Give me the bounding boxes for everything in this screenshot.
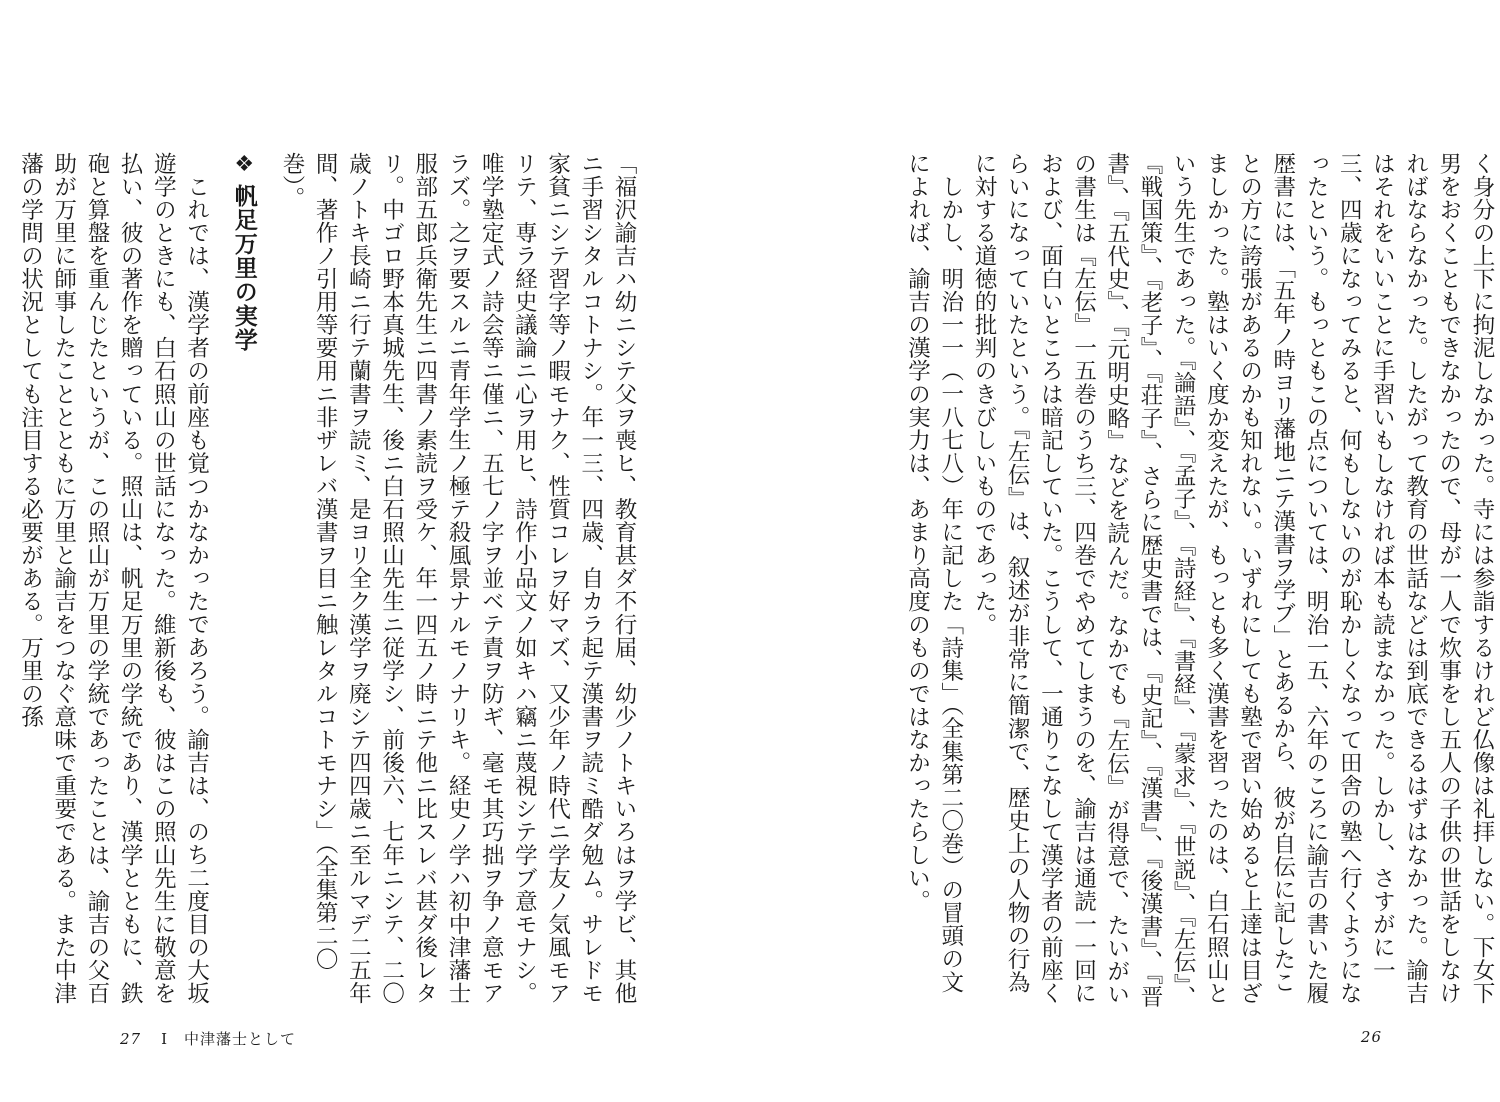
quotation-block: 「福沢諭吉ハ幼ニシテ父ヲ喪ヒ、教育甚ダ不行届、幼少ノトキいろはヲ学ビ、其他ニ手習シタルコトナシ。年一三、四歳、自カラ起テ漢書ヲ読ミ酷ダ勉ム。サレドモ家貧ニシテ習字等ノ暇モナク、性質コレヲ好マズ、又少年ノ時代ニ学友ノ気風モアリテ、専ラ経史議論ニ心ヲ用ヒ、詩作小品文ノ如キハ竊ニ蔑視シテ学ブ意モナシ。唯学塾定式ノ詩会等ニ僅ニ、五七ノ字ヲ並ベテ責ヲ防ギ、毫モ其巧拙ヲ争ノ意モアラズ。之ヲ要スルニ青年学生ノ極テ殺風景ナルモノナリキ。経史ノ学ハ初中津藩士服部五郎兵衛先生ニ四書ノ素読ヲ受ケ、年一四五ノ時ニテ他ニ比スレバ甚ダ後レタリ。中ゴロ野本真城先生、後ニ白石照山先生ニ従学シ、前後六、七年ニシテ、二〇歳ノトキ長崎ニ行テ蘭書ヲ読ミ、是ヨリ全ク漢学ヲ廃シテ四四歳ニ至ルマデ二五年間、著作ノ引用等要用ニ非ザレバ漢書ヲ目ニ触レタルコトモナシ」（全集第二〇巻）。 (278, 152, 637, 1005)
page-26-body (858, 152, 1498, 1012)
page-number: 26 (1360, 1028, 1382, 1046)
section-heading-text: 帆足万里の実学 (230, 184, 257, 352)
page-number-26 (1361, 1028, 1382, 1046)
page-26-paragraph-1: く身分の上下に拘泥しなかった。寺には参詣するけれど仏像は礼拝しない。下女下男をおくこともできなかったので、母が一人で炊事をし五人の子供の世話をしなければならなかった。したがって教育の世話などは到底できるはずはなかった。諭吉はそれをいいことに手習いもしなければ本も読まなかった。しかし、さすがに一三、四歳になってみると、何もしないのが恥かしくなって田舎の塾へ行くようになったという。もっともこの点については、明治一五、六年のころに諭吉の書いた履歴書には、「五年ノ時ヨリ藩地ニテ漢書ヲ学ブ」とあるから、彼が自伝に記したことの方に誇張があるのかも知れない。いずれにしても塾で習い始めると上達は目ざましかった。塾はいく度か変えたが、もっとも多く漢書を習ったのは、白石照山という先生であった。『論語』、『孟子』、『詩経』、『書経』、『蒙求』、『世説』、『左伝』、『戦国策』、『老子』、『荘子』、さらに歴史書では、『史記』、『漢書』、『後漢書』、『晋書』、『五代史』、『元明史略』などを読んだ。なかでも『左伝』が得意で、たいがいの書生は『左伝』一五巻のうち三、四巻でやめてしまうのを、諭吉は通読一一回におよび、面白いところは暗記していた。こうして、一通りこなして漢学者の前座くらいになっていたという。『左伝』は、叙述が非常に簡潔で、歴史上の人物の行為に対する道徳的批判のきびしいものであった。 (970, 152, 1495, 1009)
page-26 (750, 0, 1500, 1102)
section-heading (227, 152, 261, 1012)
page-number: 27 (120, 1030, 142, 1048)
page-27-body (17, 152, 640, 1012)
page-footer-27 (120, 1028, 296, 1049)
page-26-paragraph-2: しかし、明治一一（一八七八）年に記した「詩集」（全集第二〇巻）の冒頭の文によれば、諭吉の漢学の実力は、あまり高度のものではなかったらしい。 (904, 152, 964, 994)
running-head: I 中津藩士として (161, 1030, 297, 1048)
page-27-paragraph: これでは、漢学者の前座も覚つかなかったであろう。諭吉は、のち二度目の大坂遊学のときにも、白石照山の世話になった。維新後も、彼はこの照山先生に敬意を払い、彼の著作を贈っている。照山は、帆足万里の学統であり、漢学とともに、鉄砲と算盤を重んじたというが、この照山が万里の学統であったことは、諭吉の父百助が万里に師事したこととともに万里と諭吉をつなぐ意味で重要である。また中津藩の学問の状況としても注目する必要がある。万里の孫 (17, 152, 210, 1005)
diamond-ornament-icon: ❖ (231, 152, 257, 178)
